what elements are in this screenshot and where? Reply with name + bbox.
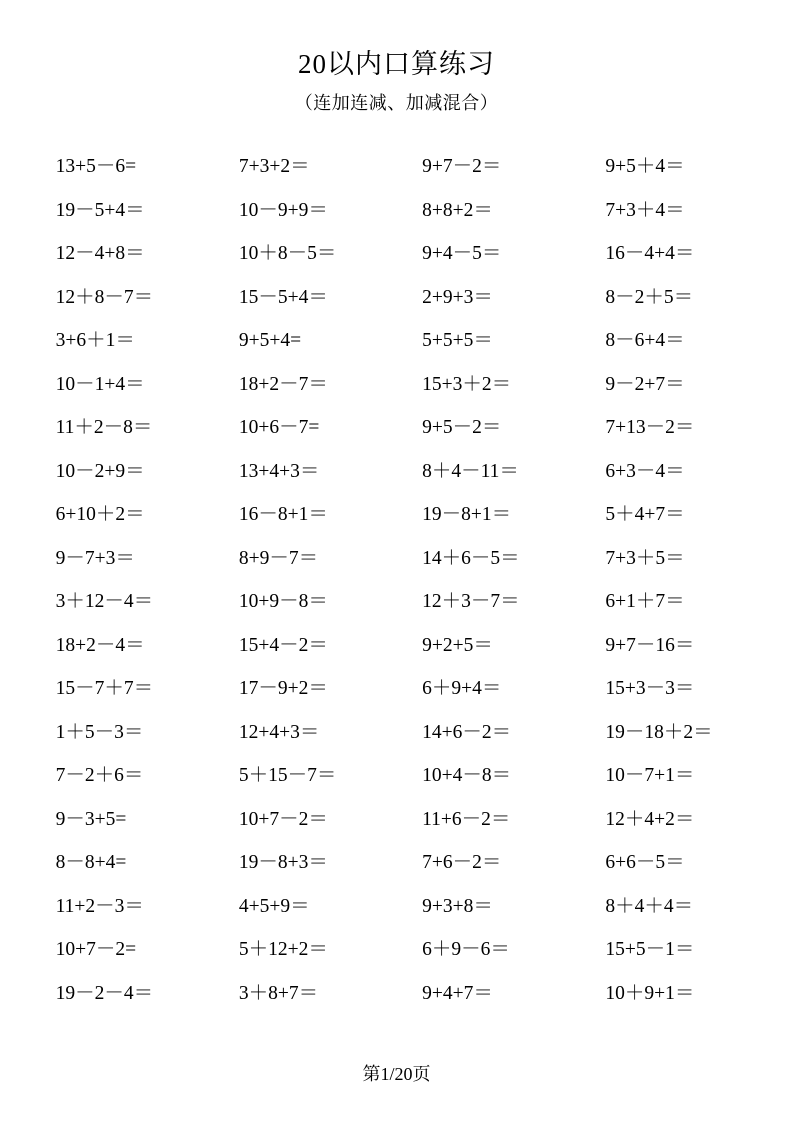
exercise-expression: 14＋6－5＝ xyxy=(422,547,520,569)
exercise-expression: 9+7－16＝ xyxy=(605,634,695,656)
exercise-item xyxy=(580,798,763,842)
exercise-expression: 8+8+2＝ xyxy=(422,199,493,221)
exercise-item xyxy=(580,754,763,798)
exercise-expression: 8－2＋5＝ xyxy=(605,286,694,308)
exercise-expression: 7+3＋5＝ xyxy=(605,547,685,569)
exercise-expression: 9+5－2＝ xyxy=(422,417,502,438)
exercise-item xyxy=(30,145,213,189)
exercise-expression: 15－5+4＝ xyxy=(238,286,328,308)
exercise-expression: 6+3－4＝ xyxy=(605,460,685,482)
exercise-expression: 12+4+3＝ xyxy=(238,721,320,743)
exercise-expression: 5＋4+7＝ xyxy=(605,504,685,525)
exercise-item xyxy=(397,493,580,537)
exercise-expression: 5+5+5＝ xyxy=(422,330,493,351)
exercise-expression: 12＋8－7＝ xyxy=(55,286,154,308)
exercise-expression: 13+4+3＝ xyxy=(238,460,320,482)
exercise-expression: 10＋8－5＝ xyxy=(238,243,337,264)
exercise-expression: 10－7+1＝ xyxy=(605,765,695,786)
exercise-expression: 7+13－2＝ xyxy=(605,417,695,438)
exercise-item xyxy=(580,493,763,537)
exercise-expression: 6+1＋7＝ xyxy=(605,591,685,612)
exercise-expression: 9－3+5= xyxy=(55,808,127,830)
exercise-item xyxy=(30,580,213,624)
exercise-expression: 16－4+4＝ xyxy=(605,243,695,264)
exercise-expression: 12＋4+2＝ xyxy=(605,808,695,830)
exercise-item xyxy=(580,450,763,494)
exercise-item xyxy=(213,754,396,798)
exercise-item xyxy=(580,189,763,233)
exercise-item xyxy=(213,276,396,320)
exercise-expression: 19－18＋2＝ xyxy=(605,721,713,743)
page-subtitle: （连加连减、加减混合） xyxy=(294,93,499,113)
exercise-expression: 11+6－2＝ xyxy=(422,808,511,830)
exercise-item xyxy=(580,928,763,972)
exercise-item xyxy=(397,580,580,624)
exercise-expression: 5＋15－7＝ xyxy=(238,765,337,786)
exercise-item xyxy=(397,841,580,885)
exercise-expression: 17－9+2＝ xyxy=(238,678,328,699)
exercise-item xyxy=(30,319,213,363)
exercise-item xyxy=(580,406,763,450)
exercise-item xyxy=(30,754,213,798)
exercise-item xyxy=(397,189,580,233)
exercise-expression: 1＋5－3＝ xyxy=(55,721,144,743)
exercise-item xyxy=(397,145,580,189)
exercise-expression: 7+6－2＝ xyxy=(422,852,502,873)
exercise-item xyxy=(213,406,396,450)
exercise-item xyxy=(30,711,213,755)
exercise-item xyxy=(30,667,213,711)
exercise-item xyxy=(580,363,763,407)
exercise-item xyxy=(213,145,396,189)
exercise-expression: 9－2+7＝ xyxy=(605,373,685,395)
exercise-item xyxy=(213,493,396,537)
exercise-expression: 6+10＋2＝ xyxy=(55,504,145,525)
exercise-item xyxy=(397,406,580,450)
exercise-item xyxy=(397,232,580,276)
exercise-expression: 6＋9－6＝ xyxy=(422,939,510,960)
exercise-expression: 3＋12－4＝ xyxy=(55,591,154,612)
exercise-expression: 9+2+5＝ xyxy=(422,634,493,656)
exercise-expression: 15+4－2＝ xyxy=(238,634,328,656)
exercise-item xyxy=(30,276,213,320)
exercise-expression: 13+5－6= xyxy=(55,156,137,177)
exercise-expression: 18+2－7＝ xyxy=(238,373,328,395)
exercise-expression: 9－7+3＝ xyxy=(55,547,135,569)
exercise-item xyxy=(397,711,580,755)
exercise-item xyxy=(397,450,580,494)
exercise-expression: 9+3+8＝ xyxy=(422,895,493,917)
exercise-expression: 9+4+7＝ xyxy=(422,982,493,1004)
exercise-expression: 9+5+4= xyxy=(238,330,302,351)
exercise-expression: 9+7－2＝ xyxy=(422,156,502,177)
exercise-expression: 15－7＋7＝ xyxy=(55,678,154,699)
exercise-expression: 8+9－7＝ xyxy=(238,547,319,569)
exercise-expression: 18+2－4＝ xyxy=(55,634,145,656)
exercise-item xyxy=(580,841,763,885)
exercise-item xyxy=(30,189,213,233)
exercise-expression: 8＋4＋4＝ xyxy=(605,895,694,917)
exercise-item xyxy=(397,537,580,581)
exercise-expression: 11＋2－8＝ xyxy=(55,417,153,438)
page-footer: 第1/20页 xyxy=(362,1064,431,1084)
exercise-expression: 12＋3－7＝ xyxy=(422,591,520,612)
exercise-expression: 10+7－2＝ xyxy=(238,808,328,830)
exercise-item xyxy=(397,624,580,668)
exercise-expression: 8－8+4= xyxy=(55,852,127,873)
exercise-expression: 12－4+8＝ xyxy=(55,243,145,264)
exercise-expression: 10－2+9＝ xyxy=(55,460,145,482)
exercise-item xyxy=(213,667,396,711)
exercise-item xyxy=(30,841,213,885)
exercise-expression: 11+2－3＝ xyxy=(55,895,144,917)
exercise-item xyxy=(30,624,213,668)
exercise-item xyxy=(213,841,396,885)
exercise-item xyxy=(30,363,213,407)
exercise-expression: 7+3+2＝ xyxy=(238,156,310,177)
exercise-expression: 9+4－5＝ xyxy=(422,243,502,264)
exercise-item xyxy=(30,972,213,1016)
exercise-expression: 15+5－1＝ xyxy=(605,939,695,960)
exercise-item xyxy=(397,928,580,972)
exercise-expression: 15+3＋2＝ xyxy=(422,373,512,395)
exercise-expression: 14+6－2＝ xyxy=(422,721,512,743)
exercise-expression: 4+5+9＝ xyxy=(238,895,310,917)
exercise-item xyxy=(30,928,213,972)
exercise-item xyxy=(580,711,763,755)
exercise-expression: 15+3－3＝ xyxy=(605,678,695,699)
exercise-expression: 19－2－4＝ xyxy=(55,982,154,1004)
exercise-expression: 7+3＋4＝ xyxy=(605,199,685,221)
exercise-item xyxy=(213,537,396,581)
exercise-expression: 16－8+1＝ xyxy=(238,504,328,525)
exercise-item xyxy=(580,580,763,624)
exercise-item xyxy=(30,493,213,537)
exercise-item xyxy=(213,624,396,668)
exercise-item xyxy=(397,319,580,363)
exercise-expression: 8－6+4＝ xyxy=(605,330,685,351)
exercise-expression: 7－2＋6＝ xyxy=(55,765,144,786)
exercise-expression: 6+6－5＝ xyxy=(605,852,685,873)
exercise-item xyxy=(30,537,213,581)
exercise-item xyxy=(397,798,580,842)
page-title: 20以内口算练习 xyxy=(298,49,495,79)
exercise-expression: 10－1+4＝ xyxy=(55,373,145,395)
exercise-item xyxy=(580,276,763,320)
exercise-expression: 19－5+4＝ xyxy=(55,199,145,221)
exercise-item xyxy=(580,885,763,929)
exercise-item xyxy=(397,972,580,1016)
exercise-item xyxy=(397,885,580,929)
exercise-item xyxy=(580,145,763,189)
exercise-expression: 10+4－8＝ xyxy=(422,765,512,786)
exercise-item xyxy=(213,580,396,624)
exercise-item xyxy=(580,232,763,276)
exercise-expression: 10－9+9＝ xyxy=(238,199,328,221)
exercise-item xyxy=(397,276,580,320)
exercise-item xyxy=(213,928,396,972)
exercise-expression: 10+6－7= xyxy=(238,417,320,438)
exercise-item xyxy=(580,319,763,363)
exercise-item xyxy=(30,450,213,494)
exercise-item xyxy=(30,232,213,276)
exercise-item xyxy=(30,885,213,929)
exercise-expression: 5＋12+2＝ xyxy=(238,939,328,960)
exercise-item xyxy=(580,972,763,1016)
exercise-expression: 10+9－8＝ xyxy=(238,591,328,612)
exercise-expression: 9+5＋4＝ xyxy=(605,156,685,177)
exercise-expression: 3＋8+7＝ xyxy=(238,982,319,1004)
exercise-item xyxy=(213,363,396,407)
exercise-item xyxy=(213,450,396,494)
exercise-item xyxy=(30,406,213,450)
exercise-item xyxy=(213,972,396,1016)
exercise-item xyxy=(213,319,396,363)
exercise-expression: 19－8+1＝ xyxy=(422,504,512,525)
exercise-item xyxy=(580,624,763,668)
exercise-item xyxy=(397,754,580,798)
exercise-item xyxy=(30,798,213,842)
exercise-expression: 10+7－2= xyxy=(55,939,137,960)
exercise-item xyxy=(213,232,396,276)
exercise-expression: 2+9+3＝ xyxy=(422,286,493,308)
exercise-expression: 6＋9+4＝ xyxy=(422,678,502,699)
exercise-item xyxy=(213,885,396,929)
exercise-expression: 3+6＋1＝ xyxy=(55,330,135,351)
exercise-item xyxy=(213,798,396,842)
exercise-item xyxy=(213,189,396,233)
exercise-expression: 10＋9+1＝ xyxy=(605,982,695,1004)
exercise-expression: 19－8+3＝ xyxy=(238,852,328,873)
exercise-item xyxy=(397,667,580,711)
exercise-grid xyxy=(30,145,763,1015)
exercise-item xyxy=(213,711,396,755)
exercise-item xyxy=(397,363,580,407)
exercise-expression: 8＋4－11＝ xyxy=(422,460,519,482)
exercise-item xyxy=(580,537,763,581)
exercise-item xyxy=(580,667,763,711)
